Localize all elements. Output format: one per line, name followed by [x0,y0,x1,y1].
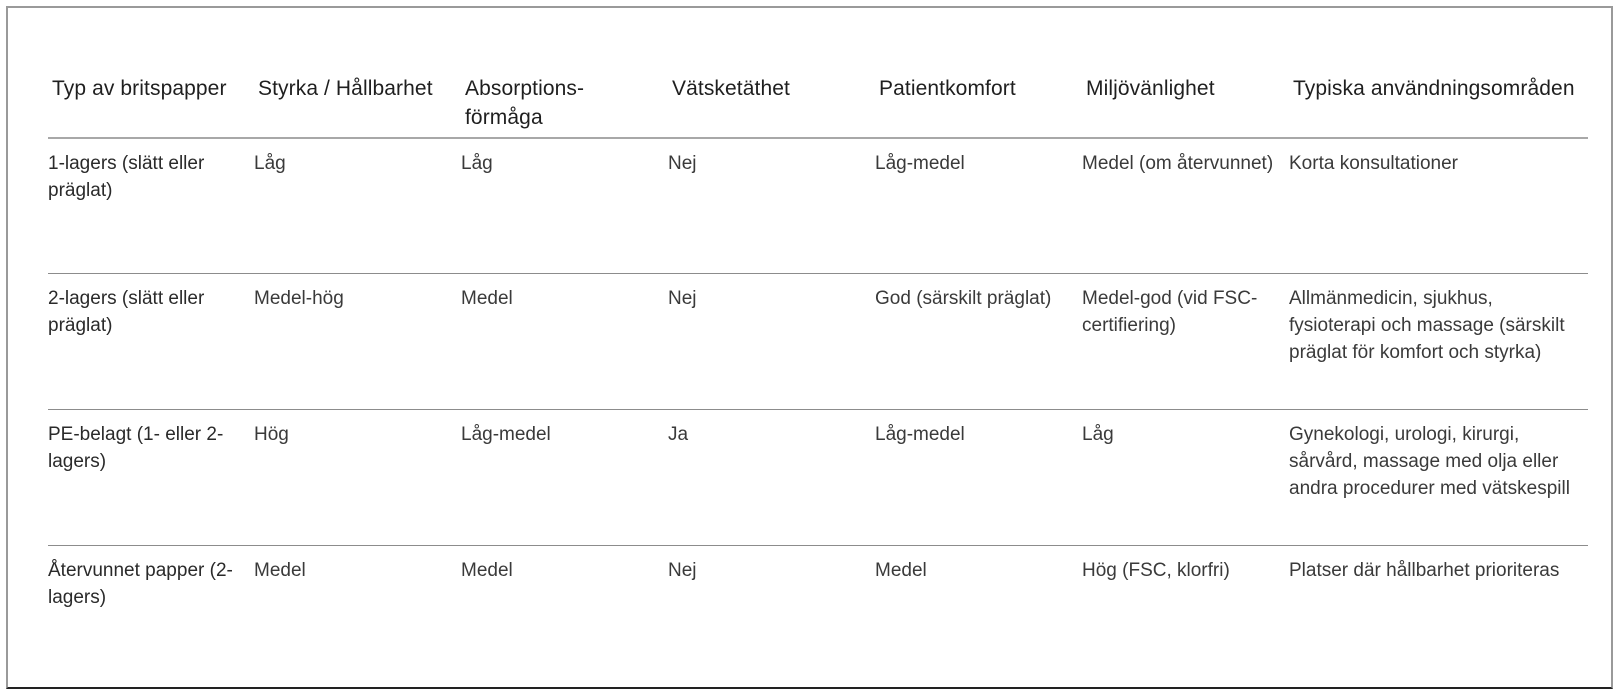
header-absorption: Absorptions-förmåga [461,68,668,138]
cell-patient-comfort: Medel [875,560,927,581]
cell-patient-comfort: Låg-medel [875,138,1082,274]
cell-paper-type: 1-lagers (slätt eller präglat) [48,138,254,274]
cell-typical-usage: Platser där hållbarhet prioriteras [1289,560,1560,581]
header-liquid-tightness: Vätsketäthet [668,68,875,138]
cell-absorption: Medel [461,274,668,410]
header-patient-comfort: Patientkomfort [875,68,1082,138]
cell-absorption: Låg [461,138,668,274]
cell-eco-friendliness: Medel-god (vid FSC-certifiering) [1082,274,1289,410]
cell-liquid-tightness: Nej [668,274,875,410]
cell-paper-type: 2-lagers (slätt eller präglat) [48,274,254,410]
header-eco-friendliness: Miljövänlighet [1082,68,1289,138]
cell-eco-friendliness: Låg [1082,410,1289,546]
cell-absorption: Låg-medel [461,410,668,546]
cell-absorption: Medel [461,560,513,581]
cell-strength: Hög [254,410,461,546]
cell-strength: Medel [254,560,306,581]
cell-typical-usage: Allmänmedicin, sjukhus, fysioterapi och massage (särskilt präglat för komfort och styrka) [1289,274,1588,410]
table-row [48,274,1588,410]
cell-strength: Låg [254,138,461,274]
comparison-table [48,68,1588,675]
table-row [48,138,1588,274]
cell-strength: Medel-hög [254,274,461,410]
document-frame [6,6,1613,689]
header-strength: Styrka / Hållbarhet [254,68,461,138]
table-header-row [48,68,1588,138]
header-paper-type: Typ av britspapper [48,68,254,138]
cell-liquid-tightness: Nej [668,138,875,274]
cell-eco-friendliness: Hög (FSC, klorfri) [1082,560,1230,581]
table-row [48,546,1588,676]
table-row [48,410,1588,546]
cell-typical-usage: Korta konsultationer [1289,138,1588,274]
cell-paper-type: PE-belagt (1- eller 2-lagers) [48,410,254,546]
header-typical-usage: Typiska användningsområden [1289,68,1588,138]
cell-liquid-tightness: Ja [668,410,875,546]
cell-paper-type: Återvunnet papper (2-lagers) [48,560,233,608]
cell-typical-usage: Gynekologi, urologi, kirurgi, sårvård, massage med olja eller andra procedurer med vätskespill [1289,410,1588,546]
cell-liquid-tightness: Nej [668,560,697,581]
cell-patient-comfort: God (särskilt präglat) [875,274,1082,410]
cell-eco-friendliness: Medel (om återvunnet) [1082,138,1289,274]
cell-patient-comfort: Låg-medel [875,410,1082,546]
